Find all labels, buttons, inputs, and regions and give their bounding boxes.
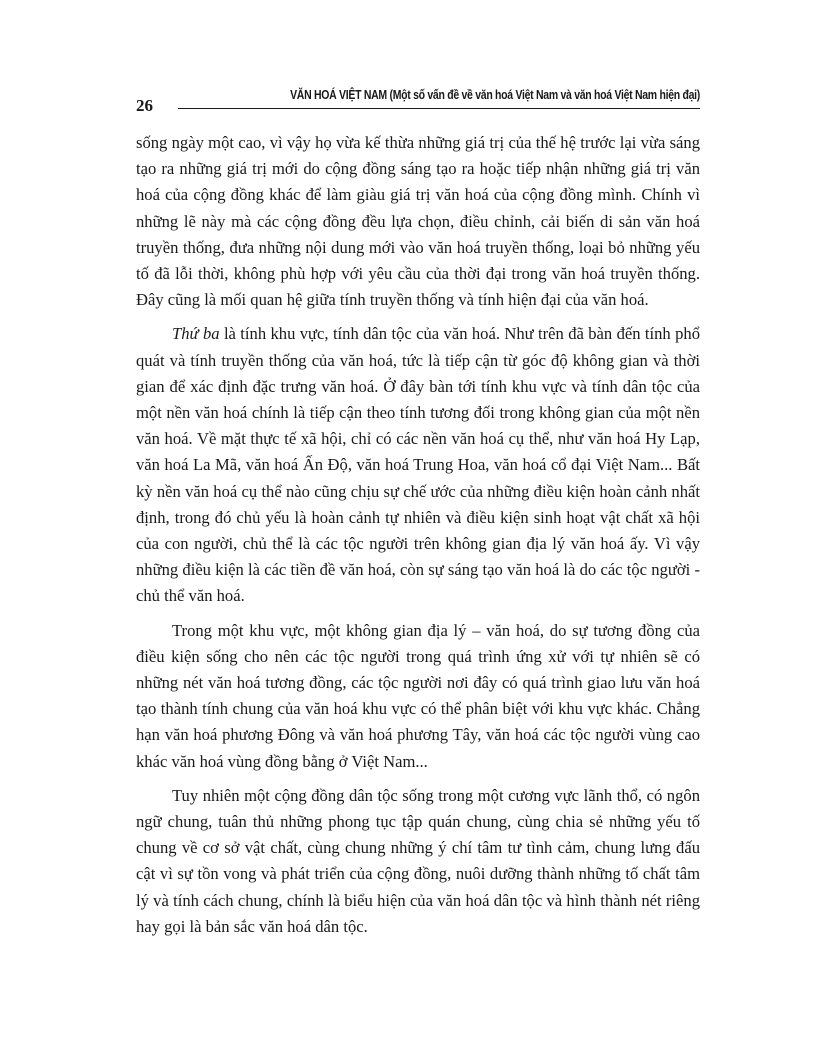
page-number: 26 xyxy=(136,96,153,115)
running-title: VĂN HOÁ VIỆT NAM (Một số vấn đề về văn hoá Việt Nam và văn hoá Việt Nam hiện đại) xyxy=(290,88,700,102)
body-text xyxy=(136,130,700,948)
paragraph-2-text: là tính khu vực, tính dân tộc của văn hoá. Như trên đã bàn đến tính phổ quát và tính truyền thống của văn hoá, tức là tiếp cận từ góc độ không gian và thời gian để xác định đặc trưng văn hoá. Ở đây bàn tới tính khu vực và tính dân tộc của một nền văn hoá chính là tiếp cận theo tính tương đối trong không gian của một nền văn hoá. Về mặt thực tế xã hội, chỉ có các nền văn hoá cụ thể, như văn hoá Hy Lạp, văn hoá La Mã, văn hoá Ấn Độ, văn hoá Trung Hoa, văn hoá cổ đại Việt Nam... Bất kỳ nền văn hoá cụ thể nào cũng chịu sự chế ước của những điều kiện hoàn cảnh nhất định, trong đó chủ yếu là hoàn cảnh tự nhiên và điều kiện sinh hoạt vật chất xã hội của con người, chủ thể là các tộc người trên không gian địa lý văn hoá ấy. Vì vậy những điều kiện là các tiền đề văn hoá, còn sự sáng tạo văn hoá là do các tộc người - chủ thể văn hoá. xyxy=(136,324,700,606)
page-header xyxy=(136,88,700,118)
paragraph-2-lead: Thứ ba xyxy=(172,324,220,344)
paragraph-2 xyxy=(136,321,700,609)
paragraph-3: Trong một khu vực, một không gian địa lý – văn hoá, do sự tương đồng của điều kiện sống cho nên các tộc người trong quá trình ứng xử với tự nhiên sẽ có những nét văn hoá tương đồng, các tộc người nơi đây có quá trình giao lưu văn hoá tạo thành tính chung của văn hoá khu vực có thể phân biệt với khu vực khác. Chẳng hạn văn hoá phương Đông và văn hoá phương Tây, văn hoá các tộc người vùng cao khác văn hoá vùng đồng bằng ở Việt Nam... xyxy=(136,620,700,771)
paragraph-1: sống ngày một cao, vì vậy họ vừa kế thừa những giá trị của thế hệ trước lại vừa sáng tạo ra những giá trị mới do cộng đồng sáng tạo ra hoặc tiếp nhận những giá trị văn hoá của cộng đồng khác để làm giàu giá trị văn hoá của cộng đồng mình. Chính vì những lẽ này mà các cộng đồng đều lựa chọn, điều chỉnh, cải biến di sản văn hoá truyền thống, đưa những nội dung mới vào văn hoá truyền thống, loại bỏ những yếu tố đã lỗi thời, không phù hợp với yêu cầu của thời đại trong văn hoá truyền thống. Đây cũng là mối quan hệ giữa tính truyền thống và tính hiện đại của văn hoá. xyxy=(136,133,700,310)
paragraph-4: Tuy nhiên một cộng đồng dân tộc sống trong một cương vực lãnh thổ, có ngôn ngữ chung, tuân thủ những phong tục tập quán chung, cùng chia sẻ những yếu tố chung về cơ sở vật chất, cùng chung những ý chí tâm tư tình cảm, chung lưng đấu cật vì sự tồn vong và phát triển của cộng đồng, nuôi dưỡng thành những tố chất tâm lý và tính cách chung, chính là biểu hiện của văn hoá dân tộc và hình thành nét riêng hay gọi là bản sắc văn hoá dân tộc. xyxy=(136,785,700,936)
header-rule xyxy=(178,108,700,109)
